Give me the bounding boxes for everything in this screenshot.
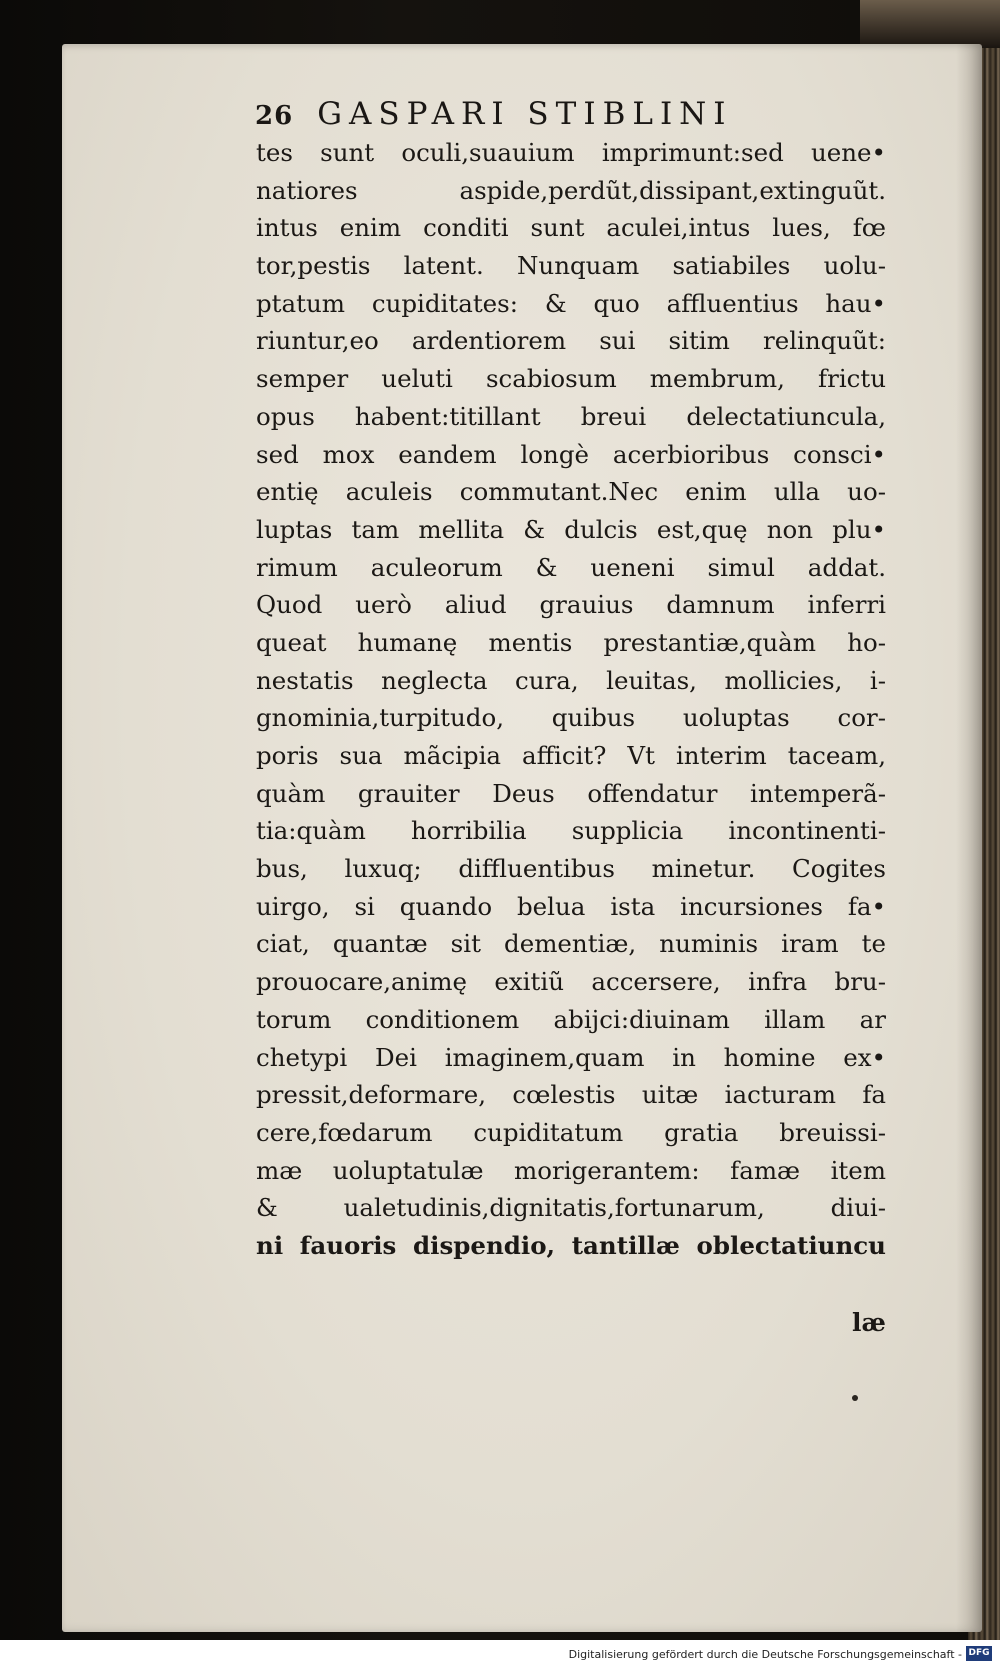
text-line: cere,fœdarum cupiditatum gratia breuissi-: [256, 1117, 886, 1147]
text-line: poris sua mãcipia afficit? Vt interim taceam,: [256, 741, 886, 770]
text-line: pressit,deformare, cœlestis uitæ iacturam fa: [256, 1080, 886, 1110]
running-head-title: GASPARI STIBLINI: [317, 96, 733, 132]
text-line: semper ueluti scabiosum membrum, frictu: [256, 364, 886, 394]
text-line: gnominia,turpitudo, quibus uoluptas cor-: [256, 703, 886, 733]
text-line: ptatum cupiditates: & quo affluentius hau•: [256, 288, 886, 318]
text-line: quàm grauiter Deus offendatur intemperã-: [256, 778, 886, 808]
text-line: luptas tam mellita & dulcis est,quę non plu•: [256, 514, 886, 544]
text-line: prouocare,animę exitiũ accersere, infra bru-: [256, 967, 886, 997]
text-line: rimum aculeorum & ueneni simul addat.: [256, 552, 886, 582]
catchword: læ: [852, 1308, 886, 1337]
text-line: tes sunt oculi,suauium imprimunt:sed uene•: [256, 138, 886, 167]
text-line: ciat, quantæ sit dementiæ, numinis iram te: [256, 929, 886, 959]
text-line: sed mox eandem longè acerbioribus consci•: [256, 439, 886, 469]
funding-credit: Digitalisierung gefördert durch die Deutsche Forschungsgemeinschaft -: [568, 1648, 962, 1661]
running-head: [255, 96, 875, 136]
text-line: ni fauoris dispendio, tantillæ oblectatiuncu: [256, 1230, 886, 1260]
text-line: uirgo, si quando belua ista incursiones fa•: [256, 891, 886, 921]
dfg-logo-icon: DFG: [966, 1646, 992, 1661]
text-line: natiores aspide,perdũt,dissipant,extinguũt.: [256, 175, 886, 205]
gutter-shadow: [956, 44, 982, 1632]
page-number: 26: [255, 101, 294, 131]
text-line: torum conditionem abijci:diuinam illam ar: [256, 1004, 886, 1034]
text-line: riuntur,eo ardentiorem sui sitim relinquũt:: [256, 326, 886, 356]
text-line: intus enim conditi sunt aculei,intus lues, fœ: [256, 213, 886, 243]
footer-bar: [0, 1640, 1000, 1669]
text-line: entię aculeis commutant.Nec enim ulla uo-: [256, 477, 886, 507]
text-line: tor,pestis latent. Nunquam satiabiles uolu-: [256, 251, 886, 281]
text-line: queat humanę mentis prestantiæ,quàm ho-: [256, 627, 886, 657]
text-line: tia:quàm horribilia supplicia incontinenti-: [256, 816, 886, 846]
ink-speck: [852, 1395, 858, 1401]
text-block: [256, 134, 886, 1265]
text-line: bus, luxuq; diffluentibus minetur. Cogites: [256, 854, 886, 884]
text-line: Quod uerò aliud grauius damnum inferri: [256, 590, 886, 620]
text-line: mæ uoluptatulæ morigerantem: famæ item: [256, 1155, 886, 1185]
text-line: nestatis neglecta cura, leuitas, mollicies, i-: [256, 665, 886, 695]
text-line: opus habent:titillant breui delectatiuncula,: [256, 401, 886, 431]
text-line: chetypi Dei imaginem,quam in homine ex•: [256, 1042, 886, 1072]
book-edge-top: [860, 0, 1000, 48]
text-line: & ualetudinis,dignitatis,fortunarum, diui-: [256, 1193, 886, 1223]
